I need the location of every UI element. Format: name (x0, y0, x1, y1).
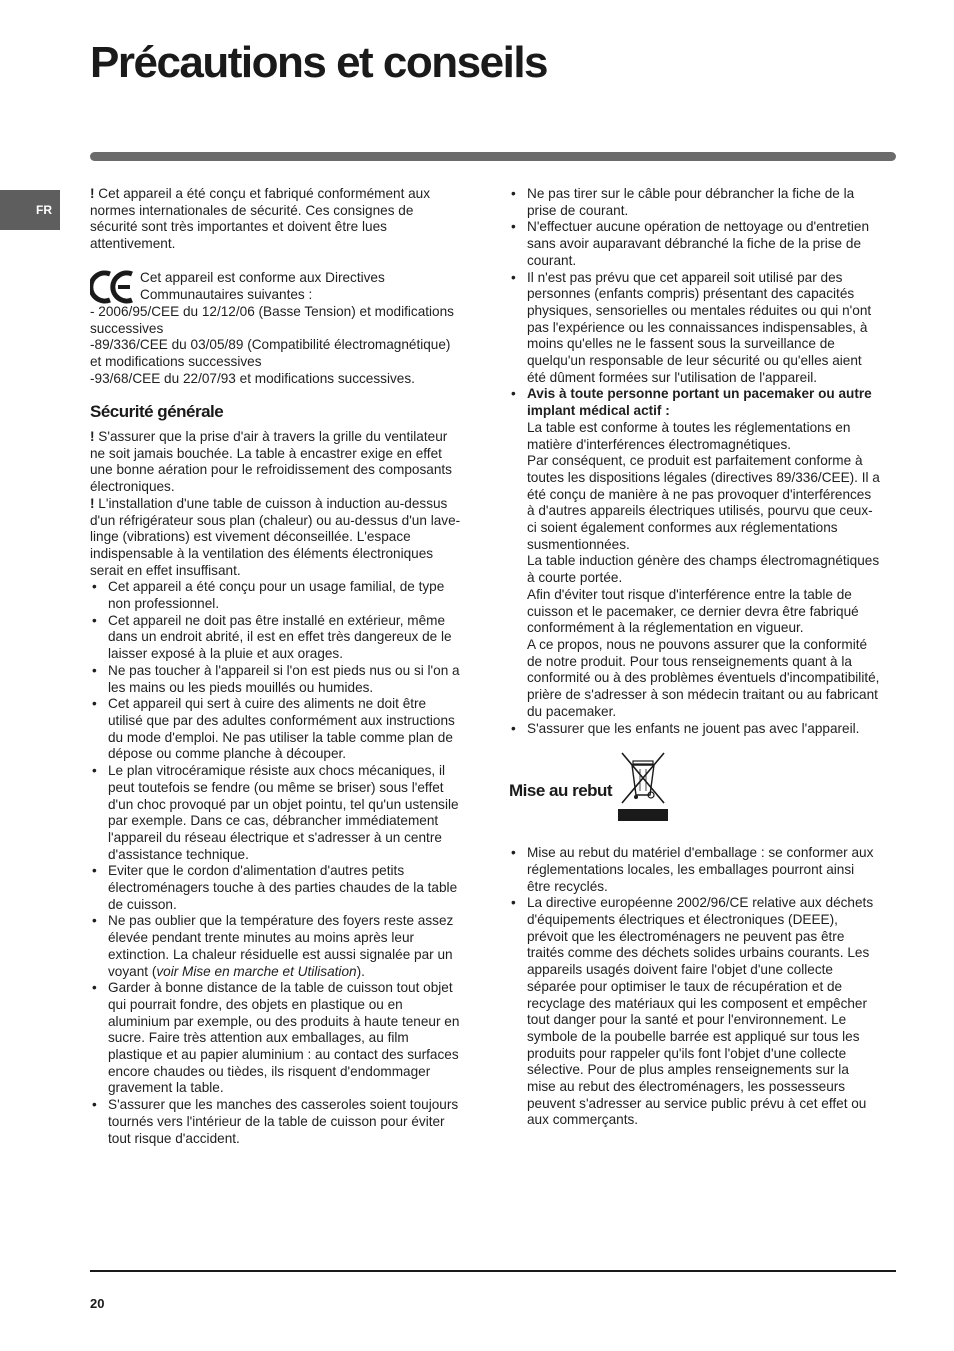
footer-divider (90, 1270, 896, 1272)
left-column (90, 186, 462, 1147)
list-item (90, 913, 462, 980)
page-title: Précautions et conseils (90, 38, 548, 87)
safety-paragraph-2 (90, 496, 462, 580)
header-divider (90, 152, 896, 161)
safety-text-1: S'assurer que la prise d'air à travers la grille du ventilateur ne soit jamais bouchée. La table à encastrer exige en effet une bonne aération pour le refroidissement des composants électroniques. (90, 429, 452, 495)
pacemaker-title: • Avis à toute personne portant un pacemaker ou autre implant médical actif : (527, 386, 872, 419)
right-bullet-list (509, 186, 881, 737)
ce-line-3: -93/68/CEE du 22/07/93 et modifications successives. (90, 370, 415, 386)
language-tab: FR (0, 190, 60, 230)
list-item: • Le plan vitrocéramique résiste aux chocs mécaniques, il peut toutefois se fendre (ou même se briser) sous l'effet d'un choc provoqué par un objet pointu, tel qu'un ustensile par exemple. Dans ce cas, débrancher immédiatement l'appareil du réseau électrique et s'adresser à un centre d'assistance technique. (90, 763, 462, 863)
exclamation-mark: ! (90, 429, 95, 445)
rebut-bullet-list (509, 845, 881, 1129)
voyant-reference: voir Mise en marche et Utilisation (156, 963, 357, 979)
list-item: • Ne pas tirer sur le câble pour débrancher la fiche de la prise de courant. (509, 186, 881, 219)
list-item: • La directive européenne 2002/96/CE relative aux déchets d'équipements électriques et électroniques (DEEE), prévoit que les électroménagers ne peuvent pas être traités comme des déchets solides urbains courants. Les appareils usagés doivent faire l'objet d'une collecte séparée pour optimiser le taux de récupération et de recyclage des matériaux qui les composent et empêcher tout danger pour la santé et pour l'environnement. Le symbole de la poubelle barrée est appliqué sur tous les produits pour rappeler qu'ils font l'objet d'une collecte sélective. Pour de plus amples renseignements sur la mise au rebut des électroménagers, les possesseurs peuvent s'adresser au service public prévu à cet effet ou aux commerçants. (509, 895, 881, 1129)
safety-paragraph-1 (90, 429, 462, 496)
ce-line-2: -89/336/CEE du 03/05/89 (Compatibilité électromagnétique) et modifications successives (90, 337, 451, 369)
ce-text: Cet appareil est conforme aux Directives Communautaires suivantes : (140, 269, 385, 302)
pacemaker-para-3: La table induction génère des champs électromagnétiques à courte portée. (527, 553, 880, 586)
pacemaker-para-5: A ce propos, nous ne pouvons assurer que la conformité de notre produit. Pour tous renseignements quant à la conformité ou à des problèmes éventuels d'incompatibilité, prière de s'adresser à son médecin traitant ou au fabricant du pacemaker. (527, 636, 880, 719)
list-item: • Il n'est pas prévu que cet appareil soit utilisé par des personnes (enfants compris) présentant des capacités physiques, sensorielles ou mentales réduites ou qui n'ont pas l'expérience ou les connaissances indispensables, à moins qu'elles ne le fassent sous la surveillance de quelqu'un responsable de leur sécurité ou qu'elles aient été dûment formées sur l'utilisation de l'appareil. (509, 270, 881, 387)
section-title-rebut: Mise au rebut (509, 781, 613, 801)
ce-line-1: - 2006/95/CEE du 12/12/06 (Basse Tension) et modifications successives (90, 303, 454, 336)
voyant-text: Ne pas oublier que la température des foyers reste assez élevée pendant trente minutes au moins après leur extinction. La chaleur résiduelle est aussi signalée par un voyant ( (108, 913, 454, 979)
ce-conformity-block (90, 270, 462, 388)
pacemaker-para-4: Afin d'éviter tout risque d'interférence entre la table de cuisson et le pacemaker, ce dernier devra être fabriqué conformément à la réglementation en vigueur. (527, 586, 859, 636)
list-item: • Cet appareil ne doit pas être installé en extérieur, même dans un endroit abrité, il est en effet très dangereux de le laisser exposé à la pluie et aux orages. (90, 613, 462, 663)
intro-text: Cet appareil a été conçu et fabriqué conformément aux normes internationales de sécurité. Ces consignes de sécurité sont très importantes et doivent être lues attentivement. (90, 186, 431, 252)
intro-paragraph (90, 186, 462, 253)
crossed-bin-icon (618, 751, 668, 823)
list-item: • Mise au rebut du matériel d'emballage : se conformer aux réglementations locales, les emballages pourront ainsi être recyclés. (509, 845, 881, 895)
rebut-header (509, 751, 881, 823)
list-item: • S'assurer que les enfants ne jouent pas avec l'appareil. (509, 721, 881, 738)
voyant-text-end: ). (356, 963, 365, 979)
right-column (509, 186, 881, 1129)
safety-text-2: L'installation d'une table de cuisson à induction au-dessus d'un réfrigérateur sous plan (chaleur) ou au-dessus d'un lave-linge (vibrations) est vivement déconseillée. L'espace indispensable à la ventilation des éléments électroniques serait en effet insuffisant. (90, 495, 461, 578)
pacemaker-para-1: La table est conforme à toutes les réglementations en matière d'interférences électromagnétiques. (527, 419, 851, 452)
pacemaker-item (509, 386, 881, 720)
list-item: • Ne pas toucher à l'appareil si l'on est pieds nus ou si l'on a les mains ou les pieds mouillés ou humides. (90, 663, 462, 696)
list-item: • S'assurer que les manches des casseroles soient toujours tournés vers l'intérieur de la table de cuisson pour éviter tout risque d'accident. (90, 1097, 462, 1147)
section-title-securite: Sécurité générale (90, 402, 224, 422)
page-number: 20 (90, 1296, 105, 1311)
list-item: • Garder à bonne distance de la table de cuisson tout objet qui pourrait fondre, des objets en plastique ou en aluminium par exemple, ou des produits à haute teneur en sucre. Faire très attention aux emballages, au film plastique et au papier aluminium : au contact des surfaces encore chaudes ou tièdes, ils risquent d'endommager gravement la table. (90, 980, 462, 1097)
list-item: • Cet appareil a été conçu pour un usage familial, de type non professionnel. (90, 579, 462, 612)
safety-bullet-list (90, 579, 462, 1147)
exclamation-mark: ! (90, 495, 95, 511)
list-item: • Cet appareil qui sert à cuire des aliments ne doit être utilisé que par des adultes conformément aux instructions du mode d'emploi. Ne pas utiliser la table comme plan de dépose ou comme planche à découper. (90, 696, 462, 763)
exclamation-mark: ! (90, 186, 95, 201)
ce-mark-icon (90, 270, 136, 304)
list-item: • Eviter que le cordon d'alimentation d'autres petits électroménagers touche à des parties chaudes de la table de cuisson. (90, 863, 462, 913)
list-item: • N'effectuer aucune opération de nettoyage ou d'entretien sans avoir auparavant débranché la fiche de la prise de courant. (509, 219, 881, 269)
pacemaker-para-2: Par conséquent, ce produit est parfaitement conforme à toutes les dispositions légales (directives 89/336/CEE). Il a été conçu de manière à ne pas provoquer d'interférences à d'autres appareils électriques utilisés, pourvu que ceux-ci soient également conformes aux réglementations susmentionnées. (527, 453, 880, 552)
